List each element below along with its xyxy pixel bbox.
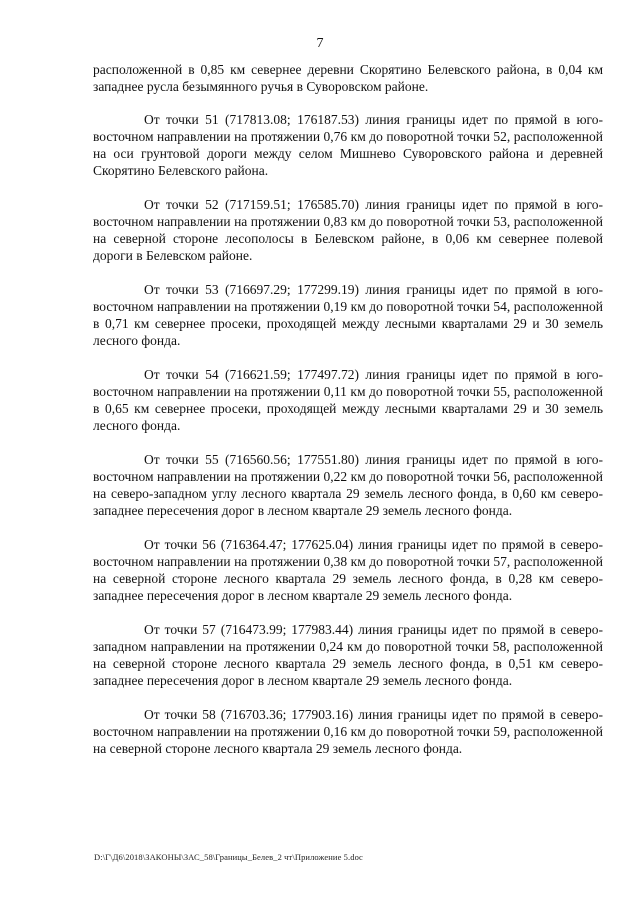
paragraph-point-53: От точки 53 (716697.29; 177299.19) линия границы идет по прямой в юго-восточном направлении на протяжении 0,19 км до поворотной точки 54, расположенной в 0,71 км севернее просеки, проходящей между лесными кварталами 29 и 30 земель лесного фонда.: [93, 282, 603, 348]
paragraph-point-51: От точки 51 (717813.08; 176187.53) линия границы идет по прямой в юго-восточном направлении на протяжении 0,76 км до поворотной точки 52, расположенной на оси грунтовой дороги между селом Мишнево Суворовского района и деревней Скорятино Белевского района.: [93, 112, 603, 178]
footer-file-path: D:\Г\Д6\2018\ЗАКОНЫ\ЗАС_58\Границы_Белев_2 чт\Приложение 5.doc: [94, 852, 363, 862]
document-body: [93, 61, 603, 774]
page-number: 7: [316, 36, 324, 51]
paragraph-point-52: От точки 52 (717159.51; 176585.70) линия границы идет по прямой в юго-восточном направлении на протяжении 0,83 км до поворотной точки 53, расположенной на северной стороне лесополосы в Белевском районе, в 0,06 км севернее полевой дороги в Белевском районе.: [93, 197, 603, 263]
paragraph-point-58: От точки 58 (716703.36; 177903.16) линия границы идет по прямой в северо-восточном направлении на протяжении 0,16 км до поворотной точки 59, расположенной на северной стороне лесного квартала 29 земель лесного фонда.: [93, 707, 603, 756]
paragraph-point-55: От точки 55 (716560.56; 177551.80) линия границы идет по прямой в юго-восточном направлении на протяжении 0,22 км до поворотной точки 56, расположенной на северо-западном углу лесного квартала 29 земель лесного фонда, в 0,60 км северо-западнее пересечения дорог в лесном квартале 29 земель лесного фонда.: [93, 452, 603, 518]
paragraph-point-54: От точки 54 (716621.59; 177497.72) линия границы идет по прямой в юго-восточном направлении на протяжении 0,11 км до поворотной точки 55, расположенной в 0,65 км севернее просеки, проходящей между лесными кварталами 29 и 30 земель лесного фонда.: [93, 367, 603, 433]
paragraph-continuation: расположенной в 0,85 км севернее деревни Скорятино Белевского района, в 0,04 км западнее русла безымянного ручья в Суворовском районе.: [93, 62, 603, 94]
paragraph-point-57: От точки 57 (716473.99; 177983.44) линия границы идет по прямой в северо-западном направлении на протяжении 0,24 км до поворотной точки 58, расположенной на северной стороне лесного квартала 29 земель лесного фонда, в 0,51 км северо-западнее пересечения дорог в лесном квартале 29 земель лесного фонда.: [93, 622, 603, 688]
paragraph-point-56: От точки 56 (716364.47; 177625.04) линия границы идет по прямой в северо-восточном направлении на протяжении 0,38 км до поворотной точки 57, расположенной на северной стороне лесного квартала 29 земель лесного фонда, в 0,28 км северо-западнее пересечения дорог в лесном квартале 29 земель лесного фонда.: [93, 537, 603, 603]
